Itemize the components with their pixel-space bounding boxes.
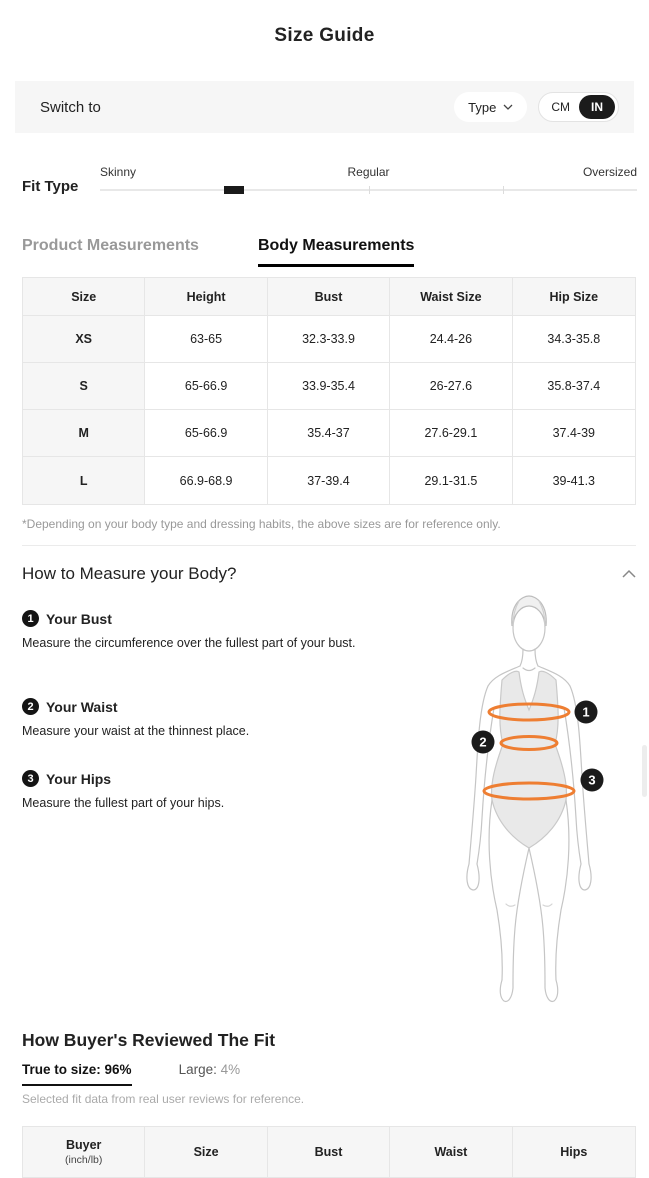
chevron-down-icon	[503, 104, 513, 110]
table-cell: S	[23, 363, 145, 410]
step-2-badge: 2	[22, 698, 39, 715]
fit-stats	[22, 1062, 240, 1086]
measurement-tabs	[22, 237, 414, 267]
table-cell: 35.4-37	[268, 410, 390, 457]
measure-item-description: Measure the fullest part of your hips.	[22, 796, 225, 810]
col-header-hip: Hip Size	[513, 278, 635, 316]
table-cell: 33.9-35.4	[268, 363, 390, 410]
table-cell: 27.6-29.1	[390, 410, 512, 457]
stat-true-to-size[interactable]: True to size: 96%	[22, 1062, 132, 1086]
tab-product-measurements[interactable]: Product Measurements	[22, 237, 199, 254]
scale-label-skinny: Skinny	[100, 165, 137, 179]
scale-label-oversized: Oversized	[582, 165, 637, 179]
table-cell: 37.4-39	[513, 410, 635, 457]
col-header-size: Size	[145, 1127, 267, 1177]
col-header-bust: Bust	[268, 1127, 390, 1177]
measure-item-title: Your Bust	[46, 610, 112, 627]
table-cell: 32.3-33.9	[268, 316, 390, 363]
table-cell: M	[23, 410, 145, 457]
measure-item-waist	[22, 698, 422, 741]
table-cell: 35.8-37.4	[513, 363, 635, 410]
svg-text:1: 1	[582, 704, 590, 720]
fit-type-slider-track[interactable]	[100, 189, 637, 191]
chevron-up-icon[interactable]	[622, 570, 636, 578]
switch-to-label: Switch to	[40, 98, 101, 116]
table-cell: 65-66.9	[145, 363, 267, 410]
col-header-bust: Bust	[268, 278, 390, 316]
tab-body-measurements[interactable]: Body Measurements	[258, 237, 415, 267]
type-dropdown[interactable]	[454, 92, 527, 122]
buyer-fit-table	[22, 1126, 636, 1178]
fit-type-label: Fit Type	[22, 178, 79, 195]
measure-item-bust	[22, 610, 422, 653]
svg-text:3: 3	[588, 772, 596, 788]
how-to-measure-title: How to Measure your Body?	[22, 564, 237, 583]
table-cell: 63-65	[145, 316, 267, 363]
page-title: Size Guide	[274, 25, 375, 46]
buyer-unit-label: (inch/lb)	[65, 1154, 103, 1166]
buyer-review-section	[22, 1030, 636, 1166]
fit-type-slider-handle[interactable]	[224, 186, 244, 194]
scale-label-regular: Regular	[347, 165, 390, 179]
table-cell: 66.9-68.9	[145, 457, 267, 504]
unit-option-cm[interactable]: CM	[551, 100, 570, 114]
col-header-waist: Waist Size	[390, 278, 512, 316]
col-header-hips: Hips	[513, 1127, 635, 1177]
step-3-badge: 3	[22, 770, 39, 787]
table-cell: 37-39.4	[268, 457, 390, 504]
measure-item-title: Your Hips	[46, 770, 112, 787]
table-cell: 24.4-26	[390, 316, 512, 363]
unit-toggle[interactable]	[538, 92, 619, 122]
scrollbar-thumb[interactable]	[642, 745, 647, 797]
table-cell: 26-27.6	[390, 363, 512, 410]
stat-large[interactable]: Large: 4%	[178, 1062, 241, 1077]
section-divider	[22, 545, 636, 546]
switch-bar	[15, 81, 634, 133]
body-measurement-figure	[440, 592, 649, 1012]
step-1-badge: 1	[22, 610, 39, 627]
table-cell: 39-41.3	[552, 473, 595, 488]
col-header-height: Height	[145, 278, 267, 316]
table-cell: XS	[23, 316, 145, 363]
fit-type-slider[interactable]	[100, 165, 637, 199]
measure-item-hips	[22, 770, 422, 813]
table-cell: 34.3-35.8	[513, 316, 635, 363]
table-cell: 29.1-31.5	[390, 457, 512, 504]
type-dropdown-label: Type	[468, 99, 497, 115]
review-section-title: How Buyer's Reviewed The Fit	[22, 1030, 276, 1050]
svg-text:2: 2	[479, 734, 487, 750]
size-disclaimer: *Depending on your body type and dressing habits, the above sizes are for reference only.	[22, 517, 501, 531]
measure-item-title: Your Waist	[46, 698, 118, 715]
fit-type-scale-labels	[100, 165, 637, 180]
measure-item-description: Measure the circumference over the fullest part of your bust.	[22, 636, 356, 650]
table-cell: L	[23, 457, 145, 504]
slider-tick	[503, 186, 504, 194]
measure-item-description: Measure your waist at the thinnest place.	[22, 724, 250, 738]
how-to-measure-header[interactable]	[22, 558, 636, 584]
slider-tick	[369, 186, 370, 194]
col-header-waist: Waist	[390, 1127, 512, 1177]
body-measurements-table	[22, 277, 636, 505]
table-cell: 65-66.9	[145, 410, 267, 457]
col-header-buyer: Buyer (inch/lb)	[23, 1127, 145, 1177]
review-note: Selected fit data from real user reviews for reference.	[22, 1092, 305, 1106]
col-header-size: Size	[23, 278, 145, 316]
unit-option-in[interactable]: IN	[579, 95, 615, 119]
